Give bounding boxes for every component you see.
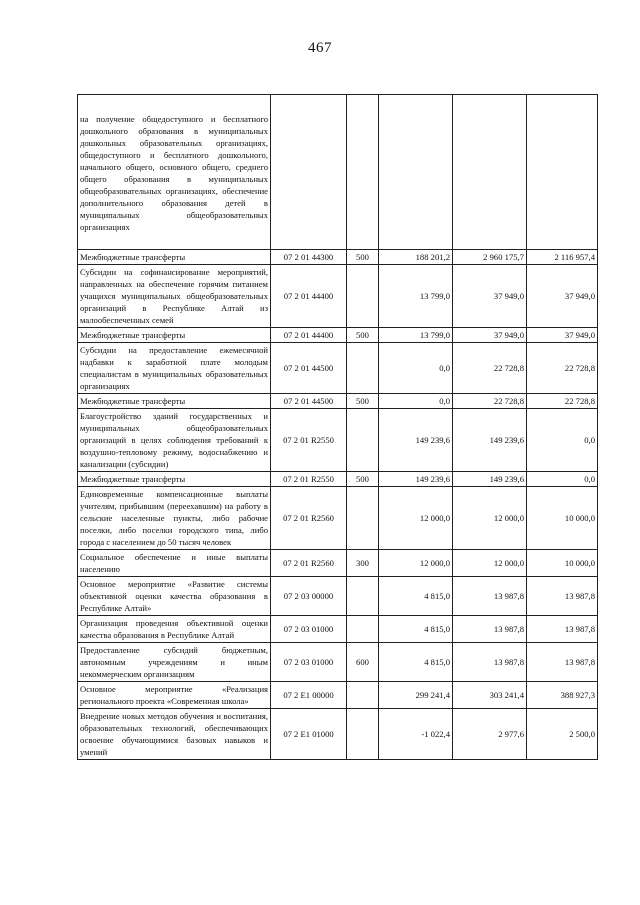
row-amount-year1-cell: 13 799,0 [379, 265, 453, 328]
row-name-cell: Основное мероприятие «Реализация регионального проекта «Современная школа» [78, 682, 271, 709]
row-name-cell: Предоставление субсидий бюджетным, автономным учреждениям и иным некоммерческим организациям [78, 643, 271, 682]
row-name-cell: Межбюджетные трансферты [78, 328, 271, 343]
row-amount-year1-cell: 13 799,0 [379, 328, 453, 343]
row-amount-year1-cell: 149 239,6 [379, 409, 453, 472]
row-amount-year2-cell: 13 987,8 [453, 577, 527, 616]
table-row [78, 250, 598, 265]
row-amount-year1-cell: 4 815,0 [379, 643, 453, 682]
table-row [78, 343, 598, 394]
row-type-cell: 500 [347, 394, 379, 409]
row-amount-year3-cell: 13 987,8 [527, 577, 598, 616]
row-amount-year2-cell: 22 728,8 [453, 394, 527, 409]
row-amount-year1-cell: 4 815,0 [379, 616, 453, 643]
table-row [78, 487, 598, 550]
table-row [78, 409, 598, 472]
row-type-cell: 500 [347, 472, 379, 487]
row-amount-year2-cell: 37 949,0 [453, 328, 527, 343]
row-code-cell: 07 2 E1 01000 [271, 709, 347, 760]
row-name-cell: Межбюджетные трансферты [78, 394, 271, 409]
row-code-cell: 07 2 03 00000 [271, 577, 347, 616]
row-name-cell: Межбюджетные трансферты [78, 250, 271, 265]
row-amount-year2-cell: 149 239,6 [453, 472, 527, 487]
row-code-cell: 07 2 01 R2560 [271, 487, 347, 550]
row-amount-year2-cell: 2 960 175,7 [453, 250, 527, 265]
row-amount-year2-cell: 303 241,4 [453, 682, 527, 709]
row-name-cell: Организация проведения объективной оценки качества образования в Республике Алтай [78, 616, 271, 643]
table-row [78, 616, 598, 643]
row-type-cell [347, 616, 379, 643]
table-row [78, 682, 598, 709]
row-code-cell: 07 2 01 44500 [271, 343, 347, 394]
row-code-cell: 07 2 01 44300 [271, 250, 347, 265]
row-amount-year3-cell: 37 949,0 [527, 328, 598, 343]
row-name-cell: Субсидии на предоставление ежемесячной надбавки к заработной плате молодым специалистам в муниципальных образовательных организациях [78, 343, 271, 394]
row-amount-year2-cell [453, 95, 527, 250]
table-row [78, 577, 598, 616]
row-type-cell [347, 409, 379, 472]
row-amount-year1-cell: 12 000,0 [379, 487, 453, 550]
row-name-cell: Внедрение новых методов обучения и воспитания, образовательных технологий, обеспечивающих освоение обучающимися базовых навыков и умений [78, 709, 271, 760]
row-type-cell: 300 [347, 550, 379, 577]
row-type-cell [347, 343, 379, 394]
row-amount-year1-cell: 0,0 [379, 394, 453, 409]
budget-table [77, 94, 598, 760]
row-amount-year3-cell: 10 000,0 [527, 550, 598, 577]
row-type-cell: 500 [347, 328, 379, 343]
row-amount-year3-cell: 2 116 957,4 [527, 250, 598, 265]
row-amount-year3-cell: 22 728,8 [527, 394, 598, 409]
row-amount-year2-cell: 12 000,0 [453, 487, 527, 550]
row-amount-year2-cell: 149 239,6 [453, 409, 527, 472]
row-name-cell: Социальное обеспечение и иные выплаты населению [78, 550, 271, 577]
row-amount-year3-cell: 22 728,8 [527, 343, 598, 394]
row-code-cell: 07 2 01 R2560 [271, 550, 347, 577]
budget-table-body [78, 95, 598, 760]
row-amount-year2-cell: 12 000,0 [453, 550, 527, 577]
row-amount-year1-cell: -1 022,4 [379, 709, 453, 760]
row-name-cell: Субсидии на софинансирование мероприятий, направленных на обеспечение горячим питанием учащихся муниципальных общеобразовательных организаций в Республике Алтай из малообеспеченных семей [78, 265, 271, 328]
row-amount-year1-cell [379, 95, 453, 250]
row-amount-year3-cell: 2 500,0 [527, 709, 598, 760]
row-amount-year3-cell: 0,0 [527, 409, 598, 472]
row-amount-year3-cell: 37 949,0 [527, 265, 598, 328]
row-type-cell [347, 577, 379, 616]
row-type-cell [347, 265, 379, 328]
table-row [78, 643, 598, 682]
row-amount-year2-cell: 2 977,6 [453, 709, 527, 760]
row-code-cell: 07 2 03 01000 [271, 616, 347, 643]
row-type-cell [347, 682, 379, 709]
page-number: 467 [308, 40, 332, 56]
row-amount-year3-cell: 13 987,8 [527, 616, 598, 643]
row-amount-year3-cell [527, 95, 598, 250]
row-amount-year1-cell: 188 201,2 [379, 250, 453, 265]
row-code-cell: 07 2 01 44400 [271, 328, 347, 343]
row-code-cell: 07 2 01 R2550 [271, 472, 347, 487]
table-row [78, 550, 598, 577]
row-amount-year3-cell: 388 927,3 [527, 682, 598, 709]
table-row [78, 95, 598, 250]
row-code-cell [271, 95, 347, 250]
row-code-cell: 07 2 01 R2550 [271, 409, 347, 472]
row-name-cell: Межбюджетные трансферты [78, 472, 271, 487]
row-amount-year2-cell: 37 949,0 [453, 265, 527, 328]
row-name-cell: Единовременные компенсационные выплаты учителям, прибывшим (переехавшим) на работу в сельские населенные пункты, либо рабочие поселки, либо поселки городского типа, либо города с населением до 50 тысяч человек [78, 487, 271, 550]
table-row [78, 328, 598, 343]
table-row [78, 265, 598, 328]
row-amount-year3-cell: 10 000,0 [527, 487, 598, 550]
row-name-cell: Основное мероприятие «Развитие системы объективной оценки качества образования в Республике Алтай» [78, 577, 271, 616]
row-type-cell [347, 487, 379, 550]
row-code-cell: 07 2 01 44400 [271, 265, 347, 328]
row-amount-year2-cell: 13 987,8 [453, 616, 527, 643]
row-code-cell: 07 2 03 01000 [271, 643, 347, 682]
table-row [78, 472, 598, 487]
table-row [78, 394, 598, 409]
row-type-cell: 600 [347, 643, 379, 682]
table-row [78, 709, 598, 760]
row-type-cell [347, 95, 379, 250]
row-amount-year3-cell: 0,0 [527, 472, 598, 487]
row-amount-year1-cell: 4 815,0 [379, 577, 453, 616]
row-code-cell: 07 2 01 44500 [271, 394, 347, 409]
row-amount-year1-cell: 12 000,0 [379, 550, 453, 577]
row-amount-year2-cell: 13 987,8 [453, 643, 527, 682]
row-type-cell [347, 709, 379, 760]
row-code-cell: 07 2 E1 00000 [271, 682, 347, 709]
row-amount-year1-cell: 299 241,4 [379, 682, 453, 709]
row-name-cell: Благоустройство зданий государственных и муниципальных общеобразовательных организаций в целях соблюдения требований к воздушно-тепловому режиму, водоснабжению и канализации (субсидии) [78, 409, 271, 472]
row-amount-year1-cell: 0,0 [379, 343, 453, 394]
row-name-cell: на получение общедоступного и бесплатного дошкольного образования в муниципальных дошкольных образовательных организациях, общедоступного и бесплатного дошкольного, начального общего, основного общего, среднего общего образования в муниципальных общеобразовательных организациях, обеспечение дополнительного образования детей в муниципальных общеобразовательных организациях [78, 95, 271, 250]
row-amount-year1-cell: 149 239,6 [379, 472, 453, 487]
row-amount-year3-cell: 13 987,8 [527, 643, 598, 682]
row-amount-year2-cell: 22 728,8 [453, 343, 527, 394]
row-type-cell: 500 [347, 250, 379, 265]
